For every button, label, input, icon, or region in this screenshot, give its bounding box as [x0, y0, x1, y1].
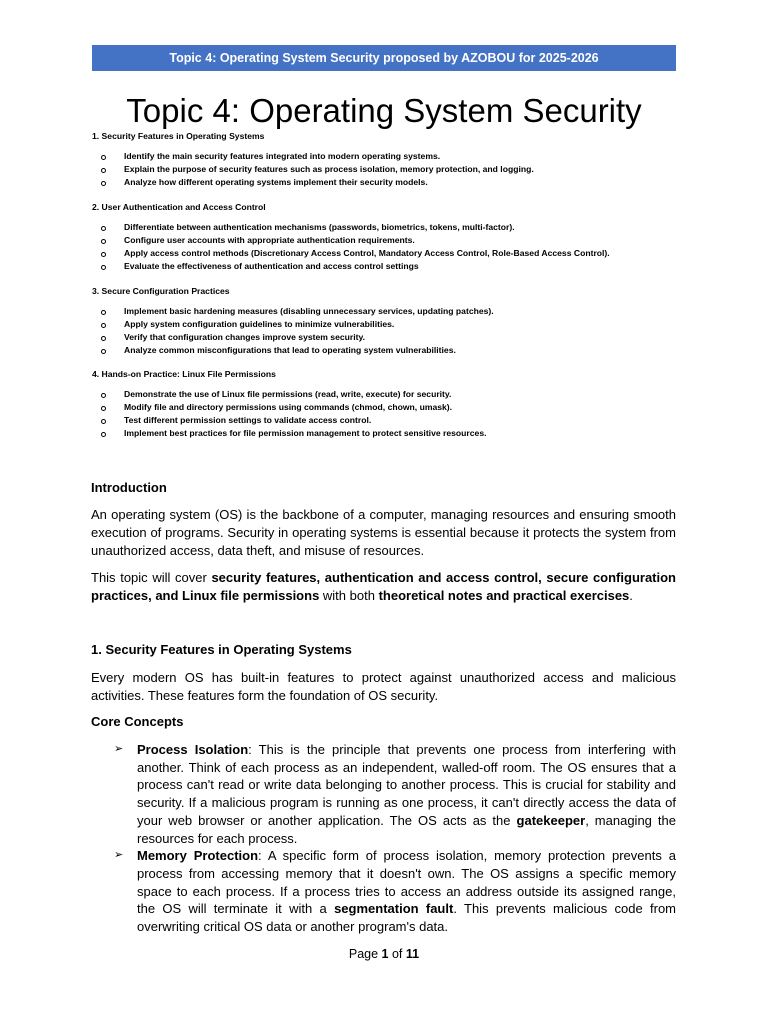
section-1-heading: 1. Security Features in Operating Systems — [91, 642, 352, 657]
objective-section-2 — [92, 201, 682, 273]
objective-section-1 — [92, 130, 682, 189]
core-concepts-list — [114, 741, 676, 936]
objective-heading: 1. Security Features in Operating Systems — [92, 131, 265, 141]
circle-bullet-icon — [101, 323, 106, 328]
page-title: Topic 4: Operating System Security — [126, 92, 642, 129]
list-item: Demonstrate the use of Linux file permissions (read, write, execute) for security. — [92, 388, 682, 401]
introduction-paragraph-2: This topic will cover security features, authentication and access control, secure configuration practices, and Linux file permissions with both theoretical notes and practical exercises. — [91, 570, 676, 603]
circle-bullet-icon — [101, 336, 106, 341]
list-item: Analyze how different operating systems implement their security models. — [92, 176, 682, 189]
introduction-paragraph-1: An operating system (OS) is the backbone of a computer, managing resources and ensuring smooth execution of programs. Security in operating systems is essential because it protects the system from unauthorized access, data theft, and misuse of resources. — [91, 507, 676, 558]
circle-bullet-icon — [101, 349, 106, 354]
header-banner: Topic 4: Operating System Security proposed by AZOBOU for 2025-2026 — [92, 45, 676, 71]
page-number-footer: Page 1 of 11 — [348, 947, 420, 961]
objective-section-4 — [92, 368, 682, 440]
list-item: Explain the purpose of security features such as process isolation, memory protection, and logging. — [92, 163, 682, 176]
list-item: ➢ Memory Protection: A specific form of process isolation, memory protection prevents a process from accessing memory that it doesn't own. The OS assigns a specific memory space to each process. If a process tries to access an address outside its assigned range, the OS will terminate it with a segmentation fault. This prevents malicious code from overwriting critical OS data or another program's data. — [114, 848, 677, 935]
objective-heading: 2. User Authentication and Access Control — [92, 202, 266, 212]
section-1-paragraph: Every modern OS has built-in features to protect against unauthorized access and malicious activities. These features form the foundation of OS security. — [91, 670, 676, 703]
list-item: Identify the main security features integrated into modern operating systems. — [92, 150, 682, 163]
list-item: Analyze common misconfigurations that lead to operating system vulnerabilities. — [92, 344, 682, 357]
circle-bullet-icon — [101, 168, 106, 173]
core-concepts-heading: Core Concepts — [91, 714, 184, 729]
objective-heading: 4. Hands-on Practice: Linux File Permissions — [92, 369, 276, 379]
objective-section-3 — [92, 285, 682, 357]
list-item: ➢ Process Isolation: This is the principle that prevents one process from interfering with another. Think of each process as an independent, walled-off room. The OS ensures that a process can't read or write data belonging to another process. This is crucial for stability and security. If a malicious program is running as one process, it can't directly access the data of your web browser or another application. The OS acts as the gatekeeper, managing the resources for each process. — [114, 742, 676, 846]
list-item: Test different permission settings to validate access control. — [92, 414, 682, 427]
circle-bullet-icon — [101, 252, 106, 257]
circle-bullet-icon — [101, 265, 106, 270]
circle-bullet-icon — [101, 181, 106, 186]
list-item: Apply access control methods (Discretionary Access Control, Mandatory Access Control, Role-Based Access Control). — [92, 247, 682, 260]
list-item: Configure user accounts with appropriate authentication requirements. — [92, 234, 682, 247]
arrow-bullet-icon: ➢ — [114, 743, 124, 755]
list-item: Implement best practices for file permission management to protect sensitive resources. — [92, 427, 682, 440]
circle-bullet-icon — [101, 239, 106, 244]
list-item: Verify that configuration changes improve system security. — [92, 331, 682, 344]
list-item: Differentiate between authentication mechanisms (passwords, biometrics, tokens, multi-factor). — [92, 221, 682, 234]
circle-bullet-icon — [101, 155, 106, 160]
circle-bullet-icon — [101, 393, 106, 398]
circle-bullet-icon — [101, 432, 106, 437]
arrow-bullet-icon: ➢ — [114, 849, 124, 862]
circle-bullet-icon — [101, 406, 106, 411]
list-item: Evaluate the effectiveness of authentication and access control settings — [92, 260, 682, 273]
objective-heading: 3. Secure Configuration Practices — [92, 286, 230, 296]
list-item: Modify file and directory permissions using commands (chmod, chown, umask). — [92, 401, 682, 414]
introduction-heading: Introduction — [91, 480, 167, 495]
list-item: Apply system configuration guidelines to minimize vulnerabilities. — [92, 318, 682, 331]
circle-bullet-icon — [101, 226, 106, 231]
circle-bullet-icon — [101, 419, 106, 424]
circle-bullet-icon — [101, 310, 106, 315]
list-item: Implement basic hardening measures (disabling unnecessary services, updating patches). — [92, 305, 682, 318]
